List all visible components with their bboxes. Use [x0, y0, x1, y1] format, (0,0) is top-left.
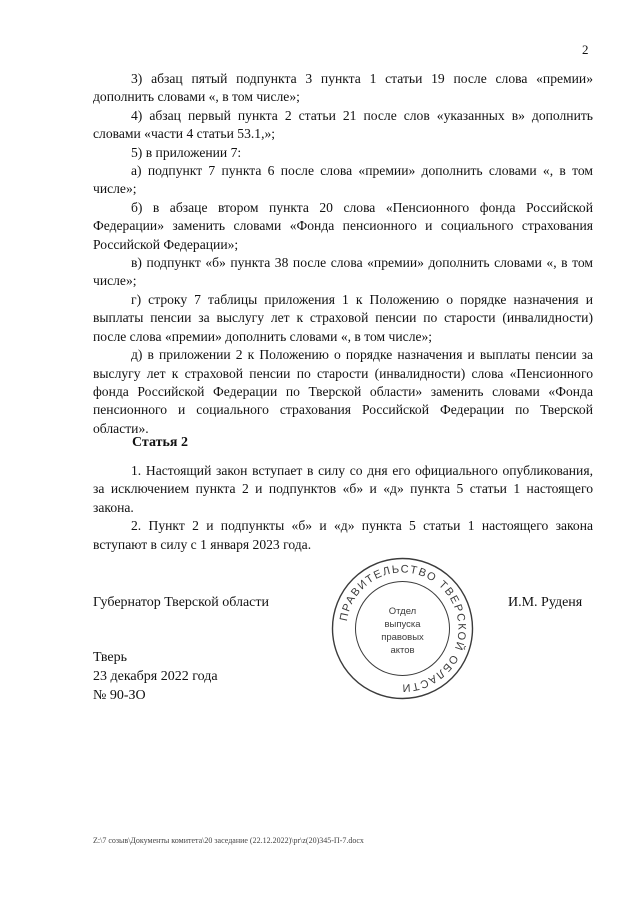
signature-name: И.М. Руденя	[508, 595, 583, 610]
page-number: 2	[582, 42, 589, 57]
paragraph-3: 5) в приложении 7:	[131, 144, 242, 160]
place-date-block	[93, 648, 218, 705]
article-paragraph-1: 1. Настоящий закон вступает в силу со дня его официального опубликования, за исключением пункта 2 и подпунктов «б» и «д» пункта 5 статьи 1 настоящего закона.	[93, 463, 593, 515]
paragraph-5: б) в абзаце втором пункта 20 слова «Пенсионного фонда Российской Федерации» заменить словами «Фонда пенсионного и социального страхования Российской Федерации»;	[93, 199, 593, 252]
stamp-line-1: Отдел	[388, 606, 417, 617]
amendments-text	[93, 70, 593, 438]
stamp-ring-text: ПРАВИТЕЛЬСТВО ТВЕРСКОЙ ОБЛАСТИ	[337, 563, 468, 694]
article-title: Статья 2	[132, 435, 188, 450]
article-paragraph-2: 2. Пункт 2 и подпункты «б» и «д» пункта 5 статьи 1 настоящего закона вступают в силу с 1 января 2023 года.	[93, 518, 593, 552]
place-city: Тверь	[93, 650, 127, 665]
stamp-line-2: выпуска	[384, 619, 421, 630]
paragraph-2: 4) абзац первый пункта 2 статьи 21 после слов «указанных в» дополнить словами «части 4 статьи 53.1,»;	[93, 107, 593, 142]
stamp-line-3: правовых	[381, 632, 424, 643]
article-2-text	[93, 462, 593, 554]
document-date: 23 декабря 2022 года	[93, 669, 218, 684]
signature-position: Губернатор Тверской области	[93, 595, 269, 610]
paragraph-4: а) подпункт 7 пункта 6 после слова «премии» дополнить словами «, в том числе»;	[93, 163, 593, 197]
paragraph-7: г) строку 7 таблицы приложения 1 к Положению о порядке назначения и выплаты пенсии за выслугу лет к страховой пенсии по старости (инвалидности) после слова «премии» дополнить словами «, в том числе»;	[93, 291, 593, 344]
paragraph-6: в) подпункт «б» пункта 38 после слова «премии» дополнить словами «, в том числе»;	[93, 255, 593, 289]
paragraph-8: д) в приложении 2 к Положению о порядке назначения и выплаты пенсии за выслугу лет к страховой пенсии по старости (инвалидности) слова «Пенсионного фонда Российской Федерации по Тверской области» заменить словами «Фонда пенсионного и социального страхования Российской Федерации по Тверской области».	[93, 347, 593, 436]
footer-file-path: Z:\7 созыв\Документы комитета\20 заседание (22.12.2022)\pr\z(20)345-П-7.docx	[93, 836, 364, 845]
document-number: № 90-ЗО	[93, 688, 146, 703]
paragraph-1: 3) абзац пятый подпункта 3 пункта 1 статьи 19 после слова «премии» дополнить словами «, в том числе»;	[93, 71, 593, 105]
official-stamp	[330, 556, 475, 701]
stamp-line-4: актов	[390, 645, 415, 656]
